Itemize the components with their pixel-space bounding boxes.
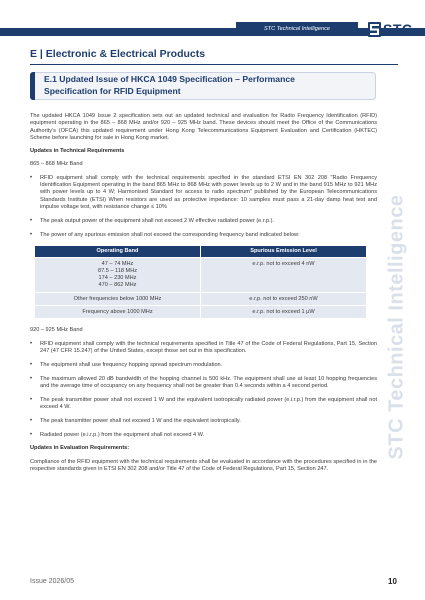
- band-920-label: 920 – 925 MHz Band: [30, 327, 83, 334]
- watermark: [382, 112, 412, 542]
- band-line: 470 – 862 MHz: [98, 282, 137, 289]
- band-line: 87.5 – 118 MHz: [97, 268, 138, 275]
- band-line: 174 – 230 MHz: [98, 275, 137, 282]
- page-number: 10: [388, 577, 397, 586]
- band-865-label: 865 – 868 MHz Band: [30, 161, 83, 168]
- band-865-bullets: [30, 175, 377, 239]
- table-row: [35, 258, 366, 292]
- spurious-emission-table: [34, 245, 367, 319]
- list-item: • The peak transmitter power shall not exceed 1 W and the equivalent isotropically.: [30, 418, 377, 425]
- list-item: • The peak transmitter power shall not exceed 1 W and the equivalent isotropically radiated power (e.i.r.p.) from the equipment shall not exceed 4 W.: [30, 397, 377, 412]
- article-body: [30, 113, 377, 479]
- table-cell-level: e.r.p. not to exceed 4 nW: [201, 258, 366, 292]
- list-item: • RFID equipment shall comply with the technical requirements specified in the standard ETSI EN 302 208 "Radio Frequency Identification Equipment operating in the band 865 MHz to 868 MHz with power levels up to 2 W and in the band 915 MHz to 921 MHz with power levels up to 4 W; Harmonised Standard for access to radio spectrum" published by the European Telecommunications Standards Institute (ETSI) When resistors are used as protective impedance: 10 samples must pass a 21-day damp heat test and impulse voltage test, with resistance change ≤ 10%: [30, 175, 377, 211]
- evaluation-paragraph: Compliance of the RFID equipment with the technical requirements shall be evaluated in accordance with the procedures specified in in the respective standards given in ETSI EN 302 208 and/or Title 47 of the Code of Federal Regulations, Part 15, Section 247.: [30, 458, 377, 472]
- stc-logo-text: STC: [383, 21, 413, 37]
- table-header-row: [35, 246, 366, 257]
- table-row: [35, 293, 366, 305]
- band-line: 47 – 74 MHz: [101, 261, 134, 268]
- section-title: E | Electronic & Electrical Products: [30, 48, 206, 60]
- section-divider: [30, 64, 398, 65]
- table-cell-level: e.r.p. not to exceed 1 µW: [201, 306, 366, 318]
- list-item: • The maximum allowed 20 dB bandwidth of the hopping channel is 500 kHz. The equipment shall use at least 10 hopping frequencies and the average time of occupancy on any frequency shall not be greater than 0.4 seconds within a 4 second period.: [30, 376, 377, 391]
- watermark-text: STC Technical Intelligence: [385, 194, 408, 460]
- list-item: • The peak output power of the equipment shall not exceed 2 W effective radiated power (e.r.p.).: [30, 218, 377, 225]
- band-920-bullets: [30, 341, 377, 439]
- table-row: [35, 306, 366, 318]
- table-cell-level: e.r.p. not to exceed 250 nW: [201, 293, 366, 305]
- header-tagline: STC Technical Intelligence: [236, 22, 358, 36]
- column-header-emission-level: Spurious Emission Level: [201, 246, 366, 257]
- article-title: [44, 74, 364, 97]
- column-header-operating-band: Operating Band: [35, 246, 200, 257]
- article-title-line-2: Specification for RFID Equipment: [44, 85, 181, 96]
- table-cell-band: Frequency above 1000 MHz: [35, 306, 200, 318]
- intro-paragraph: The updated HKCA 1049 Issue 2 specification sets out an updated technical and evaluation for Radio Frequency Identification (RFID) equipment operating in the 865 – 868 MHz and/or 920 – 925 MHz band. These devices should meet the Office of the Communications Authority's (OFCA) this updated requirement under Hong Kong Telecommunications Equipment Evaluation and Certification (HKTEC) Scheme before launching for sale in Hong Kong market.: [30, 113, 377, 141]
- list-item: • The power of any spurious emission shall not exceed the corresponding frequency band indicated below:: [30, 232, 377, 239]
- evaluation-heading: Updates in Evaluation Requirements:: [30, 445, 130, 452]
- list-item: • The equipment shall use frequency hopping spread spectrum modulation.: [30, 362, 377, 369]
- table-cell-band: [35, 258, 200, 292]
- updates-heading: Updates in Technical Requirements: [30, 148, 125, 155]
- stc-logo-icon: [368, 22, 381, 37]
- article-title-line-1: E.1 Updated Issue of HKCA 1049 Specification – Performance: [44, 74, 295, 84]
- table-cell-band: Other frequencies below 1000 MHz: [35, 293, 200, 305]
- list-item: • Radiated power (e.i.r.p.) from the equipment shall not exceed 4 W.: [30, 432, 377, 439]
- list-item: • RFID equipment shall comply with the technical requirements specified in Title 47 of the Code of Federal Regulations, Part 15, Section 247 (47 CFR 15.247) of the United States, except those set out in this specification.: [30, 341, 377, 356]
- stc-logo-glyph: [370, 24, 379, 35]
- footer-issue: Issue 2026/05: [30, 578, 74, 585]
- article-title-accent: [30, 72, 35, 100]
- header-band: [0, 28, 425, 36]
- stc-logo: [368, 21, 413, 37]
